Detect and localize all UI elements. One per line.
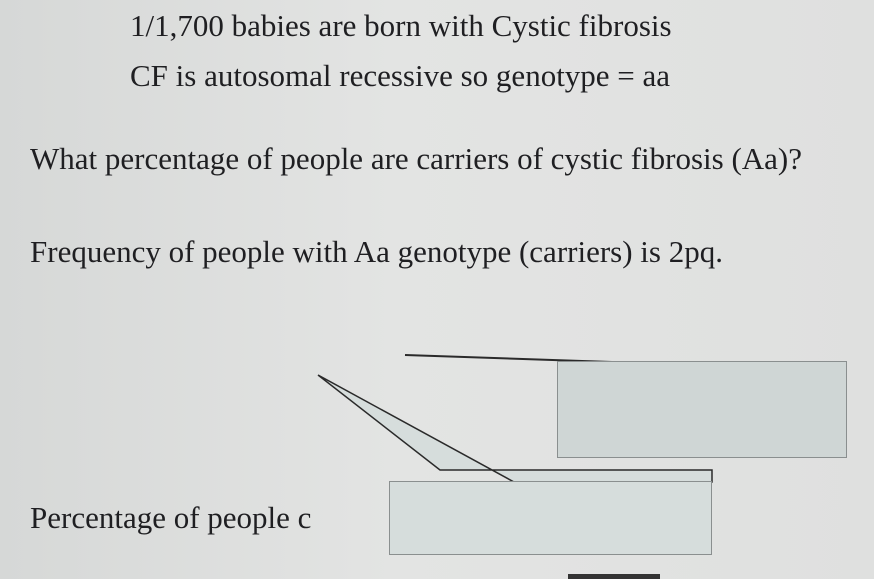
fact-genotype-line: CF is autosomal recessive so genotype = aa [130,58,671,93]
question-line: What percentage of people are carriers of cystic fibrosis (Aa)? [30,141,803,176]
carrier-frequency-line: Frequency of people with Aa genotype (carriers) is 2pq. [30,234,723,269]
percentage-of-people-line: Percentage of people c [30,500,312,535]
fact-birth-rate-line: 1/1,700 babies are born with Cystic fibrosis [130,8,672,43]
answer-box-top [557,361,847,458]
bottom-edge-bar [568,574,660,579]
answer-box-bottom [389,481,712,555]
